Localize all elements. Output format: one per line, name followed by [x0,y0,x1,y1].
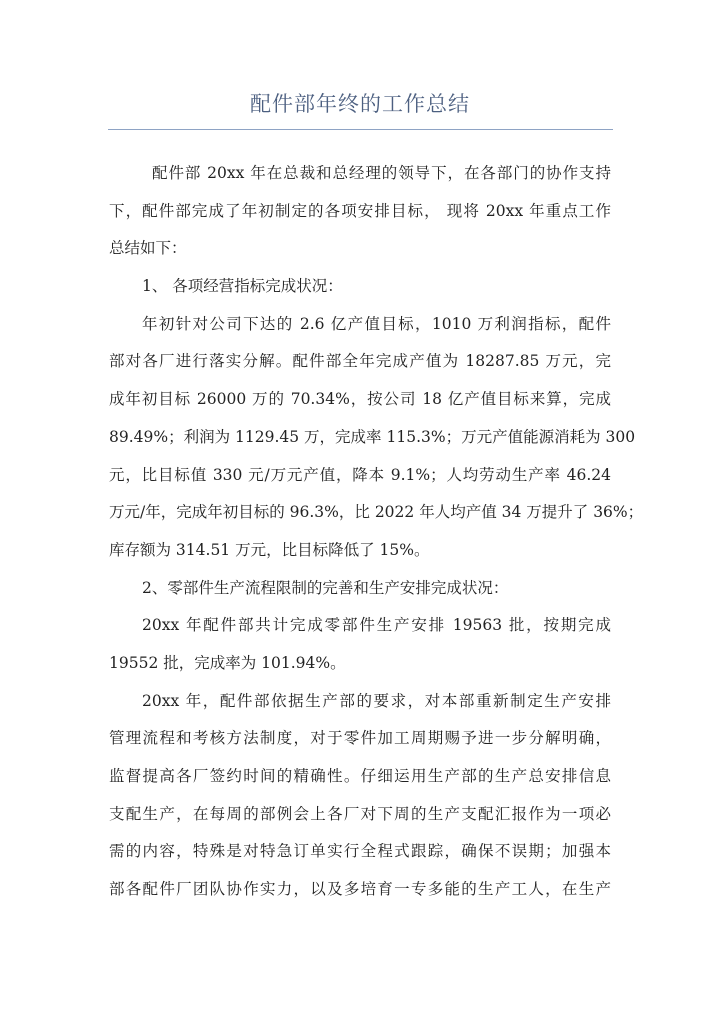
paragraph-line: 20xx 年配件部共计完成零部件生产安排 19563 批，按期完成 [142,616,611,635]
paragraph-line: 20xx 年，配件部依据生产部的要求，对本部重新制定生产安排 [142,691,611,710]
paragraph-line: 总结如下： [109,239,187,258]
document-title: 配件部年终的工作总结 [250,92,470,116]
paragraph-line: 部各配件厂团队协作实力，以及多培育一专多能的生产工人，在生产 [109,880,611,899]
document-body [109,155,644,909]
paragraph-line: 下，配件部完成了年初制定的各项安排目标， 现将 20xx 年重点工作 [109,201,611,220]
paragraph-line: 管理流程和考核方法制度，对于零件加工周期赐予进一步分解明确， [109,729,611,748]
paragraph-line: 19552 批，完成率为 101.94%。 [109,653,346,672]
section-heading-2: 2、零部件生产流程限制的完善和生产安排完成状况： [142,578,509,597]
paragraph-line: 监督提高各厂签约时间的精确性。仔细运用生产部的生产总安排信息 [109,767,611,785]
paragraph-line: 元，比目标值 330 元/万元产值，降本 9.1%；人均劳动生产率 46.24 [109,465,611,484]
paragraph-line: 库存额为 314.51 万元，比目标降低了 15%。 [109,540,430,559]
paragraph-line: 89.49%；利润为 1129.45 万，完成率 115.3%；万元产值能源消耗为 300 [109,427,636,446]
paragraph-line: 万元/年，完成年初目标的 96.3%，比 2022 年人均产值 34 万提升了 36%； [109,503,644,522]
paragraph-line: 需的内容，特殊是对特急订单实行全程式跟踪，确保不误期；加强本 [109,842,611,861]
title-divider [108,129,613,130]
paragraph-line: 支配生产，在每周的部例会上各厂对下周的生产支配汇报作为一项必 [109,804,611,823]
paragraph-line: 配件部 20xx 年在总裁和总经理的领导下，在各部门的协作支持 [152,164,611,182]
paragraph-line: 部对各厂进行落实分解。配件部全年完成产值为 18287.85 万元，完 [109,352,611,371]
section-heading-1: 1、 各项经营指标完成状况： [142,277,343,296]
paragraph-line: 成年初目标 26000 万的 70.34%，按公司 18 亿产值目标来算，完成 [109,390,611,409]
paragraph-line: 年初针对公司下达的 2.6 亿产值目标，1010 万利润指标，配件 [142,314,611,333]
